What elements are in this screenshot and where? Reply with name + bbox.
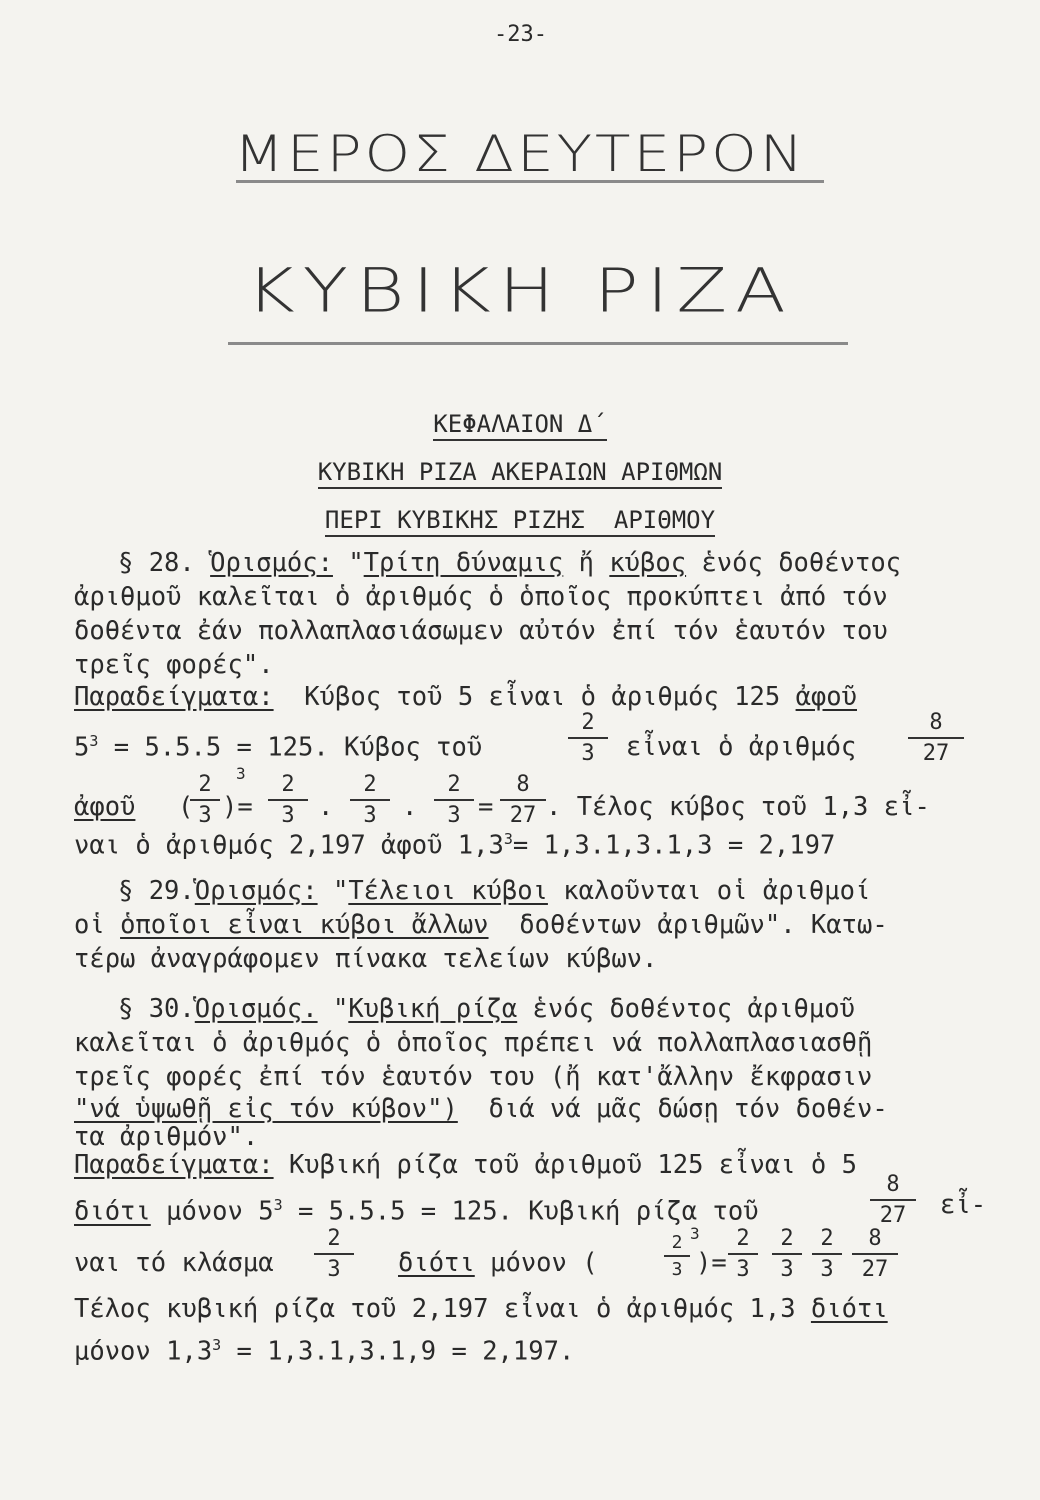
part-title-rule [236, 180, 824, 183]
ex2-line1: Παραδείγματα: Κυβική ρίζα τοῦ ἀριθμοῦ 125 εἶναι ὁ 5 [74, 1150, 857, 1180]
p30-line3: τρεῖς φορές ἐπί τόν ἑαυτόν του (ἤ κατ'ἄλλην ἔκφρασιν [74, 1062, 873, 1092]
dot-b: . [402, 792, 418, 822]
p28-line4: τρεῖς φορές". [74, 650, 274, 680]
ex1-line3-tail: . Τέλος κύβος τοῦ 1,3 εἶ- [546, 792, 930, 822]
ex1-close-paren: )= [222, 792, 253, 822]
equals-sign: = [478, 792, 494, 822]
chapter-heading: ΚΕΦΑΛΑΙΟΝ Δ΄ [0, 410, 1040, 438]
ex2-line3: ναι τό κλάσμα [74, 1248, 274, 1278]
ex2-line4: Τέλος κυβική ρίζα τοῦ 2,197 εἶναι ὁ ἀριθμός 1,3 διότι [74, 1294, 888, 1324]
p29-line1: § 29.Ὁρισμός: "Τέλειοι κύβοι καλοῦνται οἱ ἀριθμοί [118, 876, 871, 906]
p28-line3: δοθέντα ἐάν πολλαπλασιάσωμεν αὐτόν ἐπί τόν ἑαυτόν του [74, 616, 888, 646]
p30-line2: καλεῖται ὁ ἀριθμός ὁ ὁποῖος πρέπει νά πολλαπλασιασθῇ [74, 1028, 873, 1058]
ex2-line5: μόνον $1,3^3 = 1,3.1,3.1,9 = 2,197$. [74, 1336, 575, 1367]
ex2-dioti: διότι μόνον ( [398, 1248, 598, 1278]
ex1-line2-tail: εἶναι ὁ ἀριθμός [626, 732, 857, 762]
chapter-subtitle: ΚΥΒΙΚΗ ΡΙΖΑ ΑΚΕΡΑΙΩΝ ΑΡΙΘΜΩΝ [0, 458, 1040, 486]
p30-line5: τα ἀριθμόν". [74, 1122, 259, 1152]
fraction-b: 2 3 [350, 772, 390, 828]
fraction-a: 2 3 [268, 772, 308, 828]
ex1-line4: ναι ὁ ἀριθμός 2,197 ἀφοῦ $1,3^3= 1,3.1,3.1,3 = 2,197$ [74, 830, 836, 861]
p30-line1: § 30.Ὁρισμός. "Κυβική ρίζα ἑνός δοθέντος ἀριθμοῦ [118, 994, 855, 1024]
ex2-line2-tail: εἶ- [940, 1190, 987, 1220]
fraction-2-3-base: 2 3 [190, 772, 220, 828]
section-title: ΠΕΡΙ ΚΥΒΙΚΗΣ ΡΙΖΗΣ ΑΡΙΘΜΟΥ [0, 506, 1040, 534]
main-title-rule [228, 342, 848, 345]
ex2-fraction-c: 2 3 [812, 1226, 842, 1282]
page-number: -23- [494, 22, 547, 47]
ex2-exponent: 3 [690, 1224, 700, 1243]
p29-line2: οἱ ὁποῖοι εἶναι κύβοι ἄλλων δοθέντων ἀριθμῶν". Κατω- [74, 910, 888, 940]
p28-line1: § 28. Ὁρισμός: "Τρίτη δύναμις ἤ κύβος ἑνός δοθέντος [118, 548, 902, 578]
p30-line4: "νά ὑψωθῇ εἰς τόν κύβον") διά νά μᾶς δώσῃ τόν δοθέν- [74, 1094, 888, 1124]
ex2-fraction-8-27: 8 27 [870, 1172, 916, 1228]
ex2-fraction-a: 2 3 [728, 1226, 758, 1282]
exponent-3: 3 [236, 764, 246, 783]
ex2-fraction-result: 8 27 [852, 1226, 898, 1282]
ex2-close-paren: )= [696, 1248, 727, 1278]
ex2-base-fraction: 2 3 [664, 1232, 690, 1280]
p29-line3: τέρω ἀναγράφομεν πίνακα τελείων κύβων. [74, 944, 658, 974]
fraction-c: 2 3 [434, 772, 474, 828]
p28-line2: ἀριθμοῦ καλεῖται ὁ ἀριθμός ὁ ὁποῖος προκύπτει ἀπό τόν [74, 582, 888, 612]
ex1-line1: Παραδείγματα: Κύβος τοῦ 5 εἶναι ὁ ἀριθμός 125 ἀφοῦ [74, 682, 857, 712]
ex1-line3: ἀφοῦ [74, 792, 136, 822]
ex1-line2: $5^3 = 5.5.5 = 125$. Κύβος τοῦ [74, 732, 483, 763]
dot-a: . [318, 792, 334, 822]
ex2-line2: διότι μόνον $5^3 = 5.5.5 = 125$. Κυβική ρίζα τοῦ [74, 1196, 759, 1227]
fraction-8-27: 8 27 [908, 710, 964, 766]
ex2-fraction-2-3: 2 3 [314, 1226, 354, 1282]
main-title: ΚΥΒΙΚΗ ΡΙΖΑ [246, 255, 794, 327]
ex2-fraction-b: 2 3 [772, 1226, 802, 1282]
fraction-result: 8 27 [500, 772, 546, 828]
fraction-2-3: 2 3 [568, 710, 608, 766]
part-title: ΜΕΡΟΣ ΔΕΥΤΕΡΟΝ [233, 124, 807, 184]
ex1-open-paren: ( [178, 792, 194, 822]
